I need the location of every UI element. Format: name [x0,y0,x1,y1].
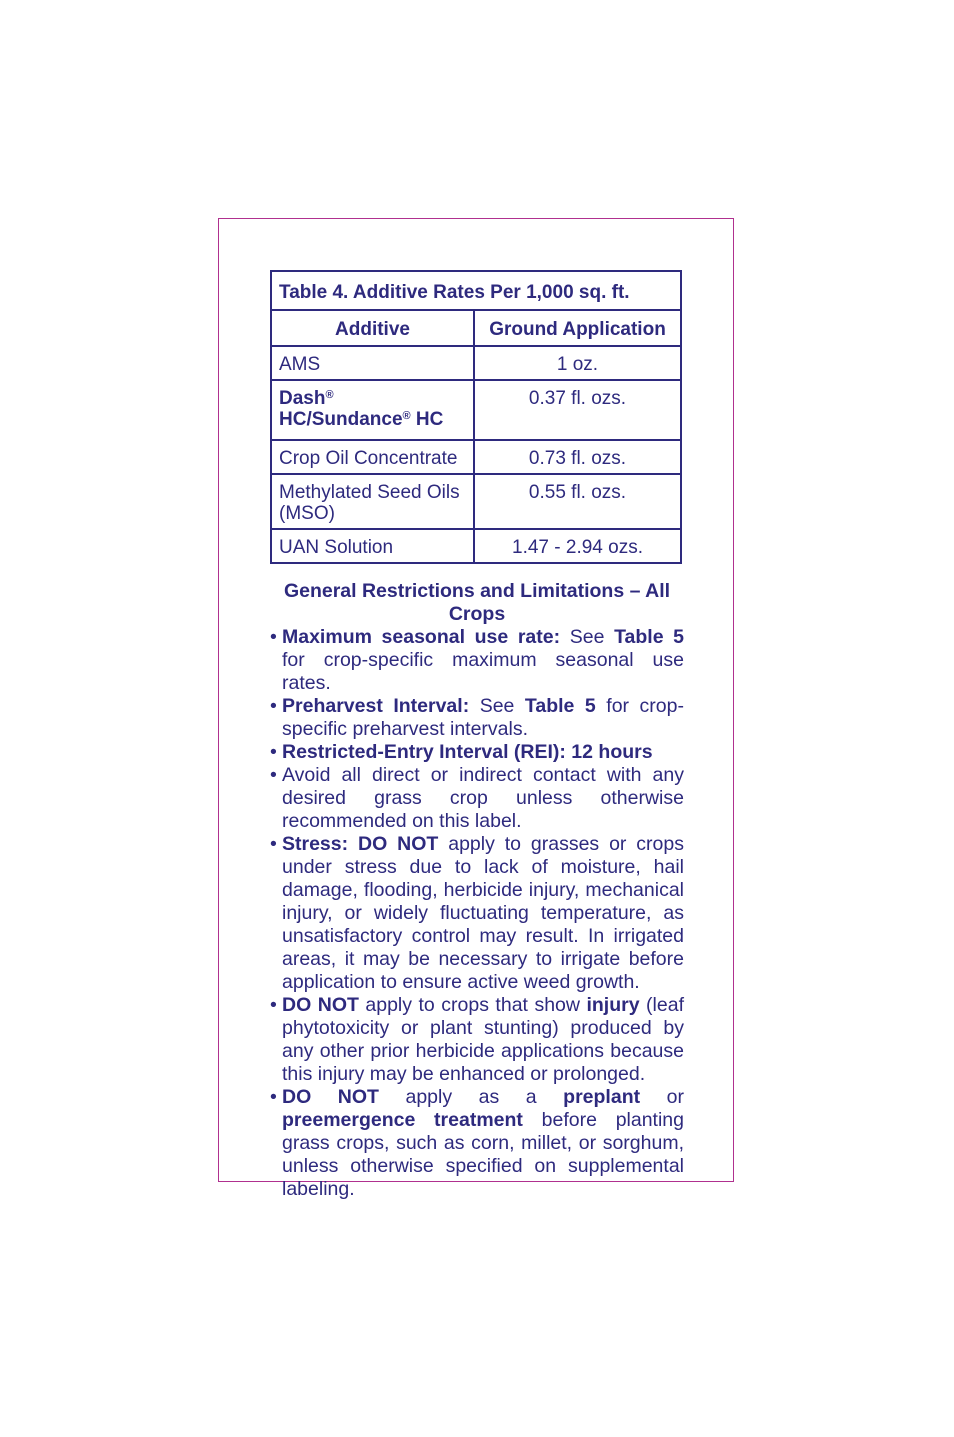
additive-name-hc: HC [410,409,444,430]
table-row [271,529,681,563]
label-content [270,270,684,1201]
rate-cell: 0.37 fl. ozs. [474,380,681,440]
bullet: • [270,626,277,648]
list-item [270,764,684,833]
table-caption-row [271,271,681,310]
table-row [271,474,681,529]
table-row [271,380,681,440]
bullet: • [270,764,277,786]
registered-mark: ® [325,389,334,401]
restrictions-heading: General Restrictions and Limitations – All Crops [283,580,671,625]
additive-cell: Crop Oil Concentrate [271,440,474,474]
bold-term: preplant [563,1086,641,1108]
item-text: before planting grass crops, such as corn, millet, or sorghum, unless otherwise specified on supplemental labeling. [282,1109,685,1200]
additive-cell: Methylated Seed Oils (MSO) [271,474,474,529]
table-row [271,440,681,474]
column-header-additive: Additive [271,310,474,346]
bold-term: Preharvest Interval: [282,695,470,717]
list-item [270,741,684,764]
additive-name-sundance: HC/Sundance [279,409,403,430]
bold-term: injury [586,994,640,1016]
column-header-ground-application: Ground Application [474,310,681,346]
list-item [270,695,684,741]
rate-cell: 0.73 fl. ozs. [474,440,681,474]
restrictions-list [270,626,684,1201]
bullet: • [270,741,277,763]
rate-cell: 1.47 - 2.94 ozs. [474,529,681,563]
rate-cell: 1 oz. [474,346,681,380]
item-text: apply as a [378,1086,564,1108]
additive-cell: UAN Solution [271,529,474,563]
list-item [270,1086,684,1201]
list-item [270,833,684,994]
rate-cell: 0.55 fl. ozs. [474,474,681,529]
list-item [270,994,684,1086]
additive-cell [271,380,474,440]
table-header-row [271,310,681,346]
item-text: Avoid all direct or indirect contact with any desired grass crop unless otherwise recommended on this label. [282,764,684,832]
item-text: for crop-specific preharvest intervals. [282,695,684,740]
bold-term: Stress: DO NOT [282,833,439,855]
item-text: apply to grasses or crops under stress due to lack of moisture, hail damage, flooding, herbicide injury, mechanical injury, or widely fluctuating temperature, as unsatisfactory control may result. In irrigated areas, it may be necessary to irrigate before application to ensure active weed growth. [282,833,684,993]
bold-term: DO NOT [282,994,359,1016]
bullet: • [270,994,277,1016]
bold-term: Table 5 [614,626,685,648]
item-text: See [560,626,615,648]
item-text: See [469,695,525,717]
bold-term: preemergence treatment [282,1109,523,1131]
item-text: for crop-specific maximum seasonal use rates. [282,649,684,694]
item-text: apply to crops that show [358,994,587,1016]
list-item [270,626,684,695]
item-text: or [640,1086,684,1108]
table-row [271,346,681,380]
bullet: • [270,695,277,717]
bold-term: Table 5 [524,695,596,717]
bold-term: Restricted-Entry Interval (REI): 12 hours [282,741,653,763]
additive-rates-table [270,270,682,564]
bold-term: DO NOT [282,1086,379,1108]
table-caption: Table 4. Additive Rates Per 1,000 sq. ft. [271,271,681,310]
additive-cell: AMS [271,346,474,380]
bullet: • [270,1086,277,1108]
item-text: (leaf phytotoxicity or plant stunting) produced by any other prior herbicide applications because this injury may be enhanced or prolonged. [282,994,684,1085]
additive-name-dash: Dash [279,388,326,409]
bullet: • [270,833,277,855]
bold-term: Maximum seasonal use rate: [282,626,561,648]
registered-mark: ® [402,410,411,422]
